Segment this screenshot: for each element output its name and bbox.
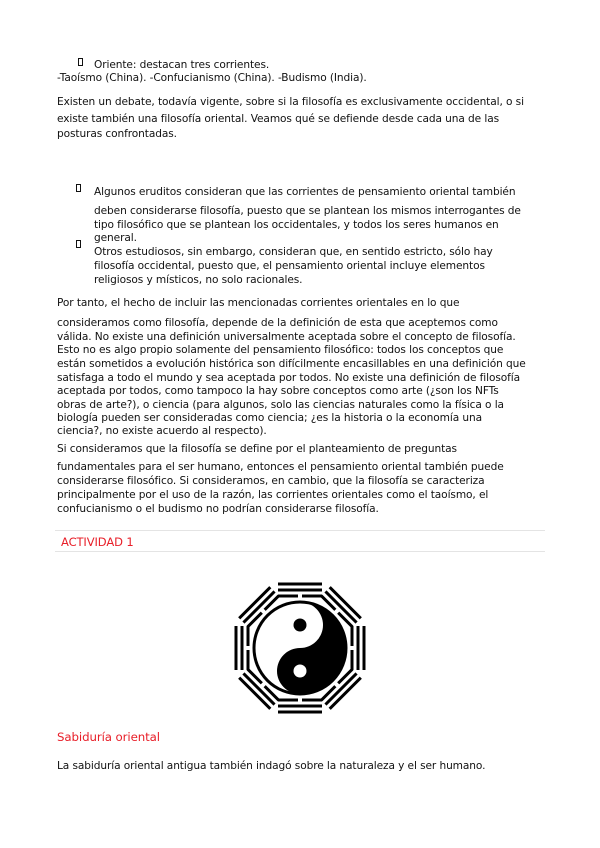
bullet-line: filosofía occidental, puesto que, el pensamiento oriental incluye elementos [94,260,485,272]
paragraph-line: principalmente por el uso de la razón, las corrientes orientales como el taoísmo, el [57,489,489,501]
paragraph-line: Existen un debate, todavía vigente, sobre si la filosofía es exclusivamente occidental, o si [57,96,524,108]
paragraph-line: consideramos como filosofía, depende de la definición de esta que aceptemos como [57,317,498,329]
paragraph-line: Por tanto, el hecho de incluir las mencionadas corrientes orientales en lo que [57,297,460,309]
paragraph-line: ciencia?, no existe acuerdo al respecto). [57,425,267,437]
paragraph-line: satisfaga a todo el mundo y sea aceptada por todos. No existe una definición de filosofía [57,372,521,384]
section-heading: Sabiduría oriental [57,730,160,744]
paragraph-line: obras de arte?), o ciencia (para algunos, solo las ciencias naturales como la física o la [57,399,504,411]
divider [55,551,545,552]
paragraph-line: están sometidos a evolución histórica son difícilmente encasillables en una definición que [57,358,526,370]
corrientes-line: -Taoísmo (China). -Confucianismo (China). -Budismo (India). [57,72,367,84]
bullet-marker [78,58,83,66]
paragraph-line: La sabiduría oriental antigua también indagó sobre la naturaleza y el ser humano. [57,760,486,772]
divider [55,530,545,531]
paragraph-line: posturas confrontadas. [57,128,177,140]
bullet-marker [76,184,81,192]
bullet-line: Algunos eruditos consideran que las corrientes de pensamiento oriental también [94,186,516,198]
paragraph-line: biología pueden ser consideradas como ciencia; ¿es la historia o la economía una [57,412,482,424]
paragraph-line: confucianismo o el budismo no podrían considerarse filosofía. [57,503,379,515]
paragraph-line: considerarse filosófico. Si consideramos, en cambio, que la filosofía se caracteriza [57,475,485,487]
bullet-line: deben considerarse filosofía, puesto que se plantean los mismos interrogantes de [94,205,521,217]
paragraph-line: fundamentales para el ser humano, entonces el pensamiento oriental también puede [57,461,504,473]
paragraph-line: existe también una filosofía oriental. Veamos qué se defiende desde cada una de las [57,113,500,125]
bullet-line: general. [94,232,137,244]
oriente-line: Oriente: destacan tres corrientes. [94,59,270,71]
bullet-line: tipo filosófico que se plantean los occidentales, y todos los seres humanos en [94,219,499,231]
paragraph-line: Esto no es algo propio solamente del pensamiento filosófico: todos los conceptos que [57,344,504,356]
paragraph-line: aceptada por todos, como tampoco la hay sobre conceptos como arte (¿son los NFTs [57,385,499,397]
yin-yang-bagua-icon [230,578,370,718]
paragraph-line: válida. No existe una definición universalmente aceptada sobre el concepto de filosofía. [57,331,516,343]
bullet-line: Otros estudiosos, sin embargo, consideran que, en sentido estricto, sólo hay [94,246,493,258]
paragraph-line: Si consideramos que la filosofía se define por el planteamiento de preguntas [57,443,457,455]
bullet-marker [76,240,81,248]
activity-heading: ACTIVIDAD 1 [61,535,134,549]
bullet-line: religiosos y místicos, no solo racionales. [94,274,303,286]
